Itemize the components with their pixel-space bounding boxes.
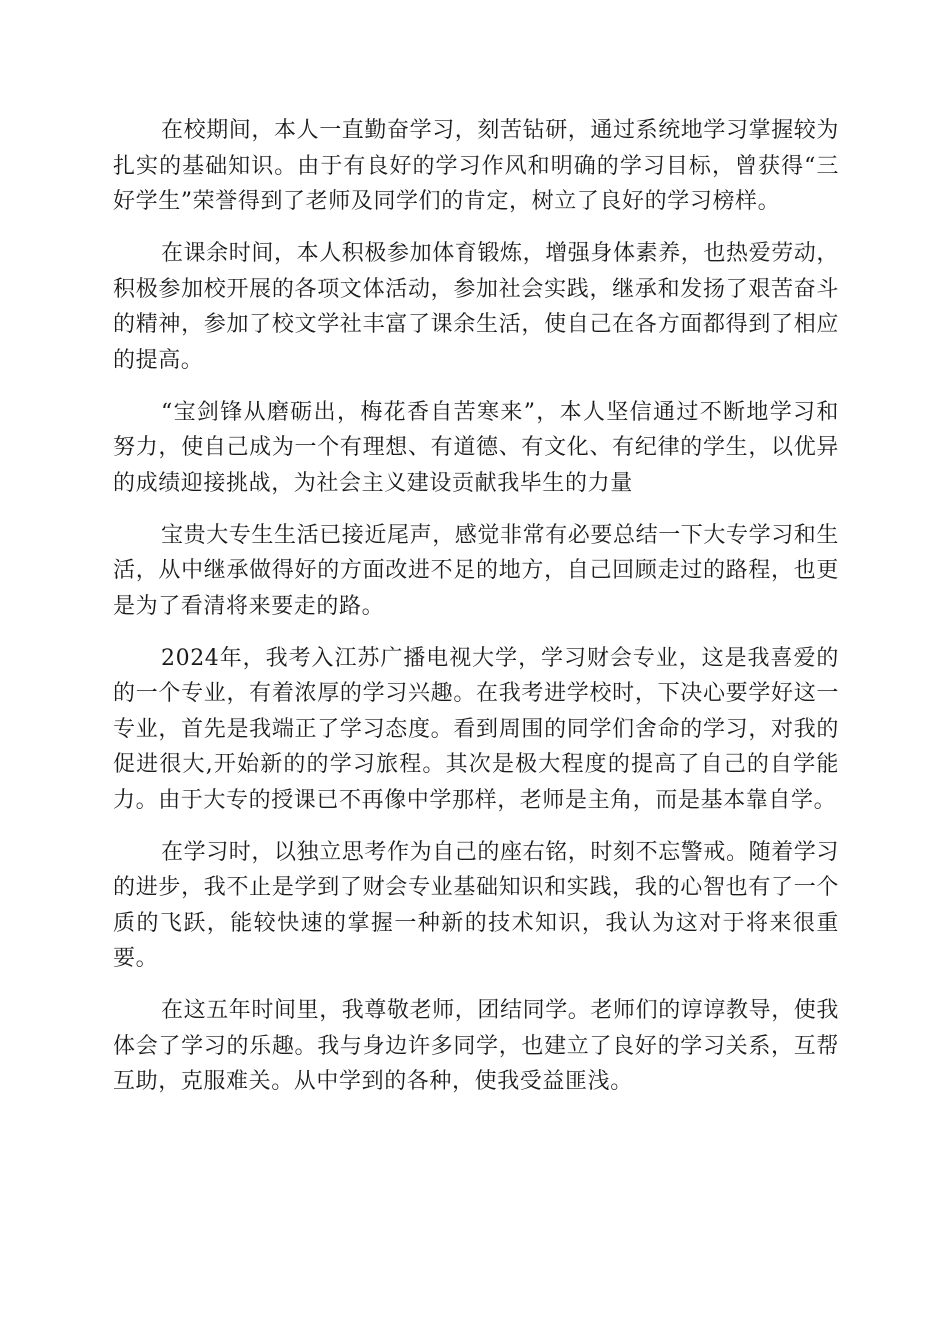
paragraph-extracurricular: 在课余时间，本人积极参加体育锻炼，增强身体素养，也热爱劳动，积极参加校开展的各项文体活动，参加社会实践，继承和发扬了艰苦奋斗的精神，参加了校文学社丰富了课余生活，使自己在各方面都得到了相应的提高。 — [113, 241, 840, 373]
paragraph-teachers-classmates: 在这五年时间里，我尊敬老师，团结同学。老师们的谆谆教导，使我体会了学习的乐趣。我与身边许多同学，也建立了良好的学习关系，互帮互助，克服难关。从中学到的各种，使我受益匪浅。 — [113, 998, 840, 1094]
document-body — [113, 113, 839, 1116]
paragraph-independent-thinking: 在学习时，以独立思考作为自己的座右铭，时刻不忘警戒。随着学习的进步，我不止是学到了财会专业基础知识和实践，我的心智也有了一个质的飞跃，能较快速的掌握一种新的技术知识，我认为这对于将来很重要。 — [113, 839, 840, 971]
paragraph-enrollment: 2024年，我考入江苏广播电视大学，学习财会专业，这是我喜爱的的一个专业，有着浓厚的学习兴趣。在我考进学校时，下决心要学好这一专业，首先是我端正了学习态度。看到周围的同学们舍命的学习，对我的促进很大,开始新的的学习旅程。其次是极大程度的提高了自己的自学能力。由于大专的授课已不再像中学那样，老师是主角，而是基本靠自学。 — [113, 645, 839, 813]
paragraph-school-study: 在校期间，本人一直勤奋学习，刻苦钻研，通过系统地学习掌握较为扎实的基础知识。由于有良好的学习作风和明确的学习目标，曾获得“三好学生”荣誉得到了老师及同学们的肯定，树立了良好的学习榜样。 — [113, 118, 840, 214]
paragraph-motto: “宝剑锋从磨砺出，梅花香自苦寒来”，本人坚信通过不断地学习和努力，使自己成为一个有理想、有道德、有文化、有纪律的学生，以优异的成绩迎接挑战，为社会主义建设贡献我毕生的力量 — [113, 399, 839, 496]
paragraph-summary-intro: 宝贵大专生生活已接近尾声，感觉非常有必要总结一下大专学习和生活，从中继承做得好的方面改进不足的地方，自己回顾走过的路程，也更是为了看清将来要走的路。 — [113, 522, 840, 619]
